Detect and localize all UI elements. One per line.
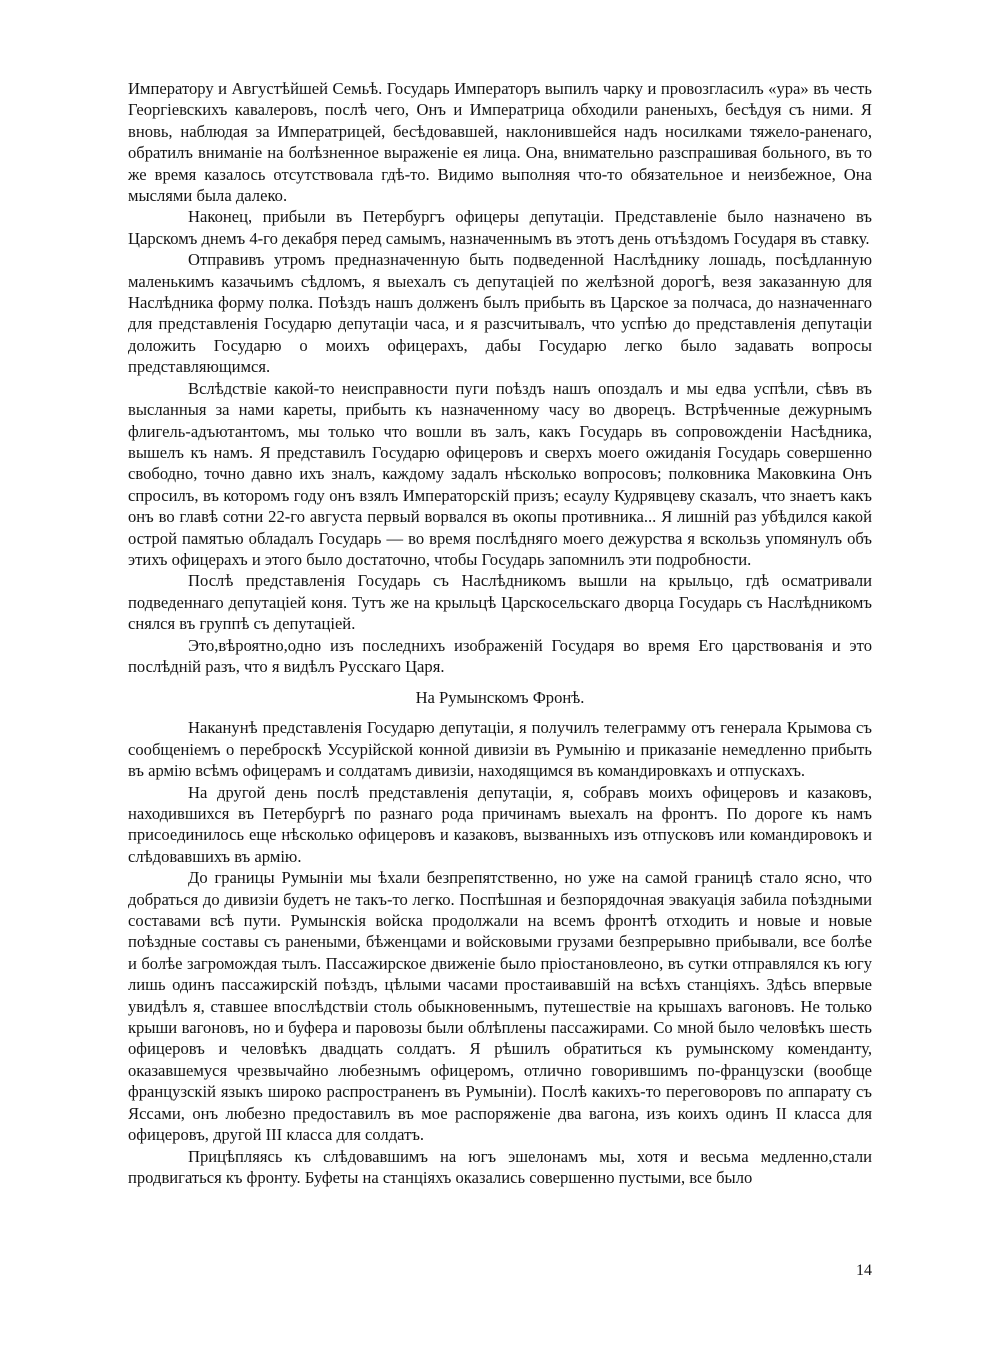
paragraph-8: На другой день послѣ представленія депутаціи, я, собравъ моихъ офицеровъ и казаковъ, находившихся въ Петербургѣ по разнаго рода причинамъ выехалъ на фронтъ. По дороге къ намъ присоединилось еще нѣсколько офицеровъ и казаковъ, вызванныхъ изъ отпусковъ или командировокъ и слѣдовавшихъ въ армію. [128, 782, 872, 866]
paragraph-7: Наканунѣ представленія Государю депутаціи, я получилъ телеграмму отъ генерала Крымова съ сообщеніемъ о переброскѣ Уссурійской конной дивизіи въ Румынію и приказаніе немедленно прибыть въ армію всѣмъ офицерамъ и солдатамъ дивизіи, находящимся въ командировкахъ и отпускахъ. [128, 718, 872, 781]
paragraph-10: Прицѣпляясь къ слѣдовавшимъ на югъ эшелонамъ мы, хотя и весьма медленно,стали продвигаться къ фронту. Буфеты на станціяхъ оказались совершенно пустыми, все было [128, 1146, 872, 1187]
page-number: 14 [856, 1262, 872, 1279]
paragraph-1: Императору и Августѣйшей Семьѣ. Государь Императоръ выпилъ чарку и провозгласилъ «ура» въ честь Георгіевскихъ кавалеровъ, послѣ чего, Онъ и Императрица обходили раненыхъ, бесѣдуя съ ними. Я вновь, наблюдая за Императрицей, бесѣдовавшей, наклонившейся надъ носилками тяжело-раненаго, обратилъ вниманіе на болѣзненное выраженіе ея лица. Она, внимательно разспрашивая больного, въ то же время казалось отсутствовала гдѣ-то. Видимо выполняя что-то обязательное и неизбежное, Она мыслями была далеко. [128, 79, 872, 206]
paragraph-6: Это,вѣроятно,одно изъ последнихъ изображеній Государя во время Его царствованія и это послѣдній разъ, что я видѣлъ Русскаго Царя. [128, 635, 872, 676]
paragraph-2: Наконец, прибыли въ Петербургъ офицеры депутаціи. Представленіе было назначено въ Царскомъ днемъ 4-го декабря перед самымъ, назначеннымъ въ этотъ день отъѣздомъ Государя въ ставку. [128, 207, 872, 248]
paragraph-3: Отправивъ утромъ предназначенную быть подведенной Наслѣднику лошадь, посѣдланную маленькимъ казачьимъ сѣдломъ, я выехалъ съ депутаціей по желѣзной дорогѣ, везя заказанную для Наслѣдника форму полка. Поѣздъ нашъ долженъ былъ прибыть въ Царское за полчаса, до назначеннаго для представленія Государю депутаціи часа, и я разсчитывалъ, что успѣю до представленія депутаціи доложить Государю о моихъ офицерахъ, дабы Государю легко было задавать вопросы представляющимся. [128, 250, 872, 377]
section-heading: На Румынскомъ Фронѣ. [415, 688, 585, 708]
paragraph-9: До границы Румыніи мы ѣхали безпрепятственно, но уже на самой границѣ стало ясно, что добраться до дивизіи будетъ не такъ-то легко. Поспѣшная и безпорядочная эвакуація забила поѣздными составами всѣ пути. Румынскія войска продолжали на всемъ фронтѣ отходить и новые и новые поѣздные составы съ ранеными, бѣженцами и войсковыми грузами безпрерывно прибывали, все болѣе и болѣе загромождая тылъ. Пассажирское движеніе было пріостановлеоно, въ сутки отправлялся къ югу лишь одинъ пассажирскій поѣздъ, цѣлыми часами простаивавшій на всѣхъ станціяхъ. Здѣсь впервые увидѣлъ я, ставшее впослѣдствіи столь обыкновеннымъ, путешествіе на крышахъ вагоновъ. Не только крыши вагоновъ, но и буфера и паровозы были облѣплены пассажирами. Со мной было человѣкъ шесть офицеровъ и человѣкъ двадцать солдатъ. Я рѣшилъ обратиться къ румынскому коменданту, оказавшемуся чрезвычайно любезнымъ офицеромъ, отлично говорившимъ по-французски (вообще французскій языкъ широко распространенъ въ Румыніи). Послѣ какихъ-то переговоровъ по аппарату съ Яссами, онъ любезно предоставилъ въ мое распоряженіе два вагона, изъ коихъ одинъ II класса для офицеровъ, другой III класса для солдатъ. [128, 868, 872, 1145]
page-body [128, 78, 872, 1188]
paragraph-5: Послѣ представленія Государь съ Наслѣдникомъ вышли на крыльцо, гдѣ осматривали подведеннаго депутаціей коня. Тутъ же на крыльцѣ Царскосельскаго дворца Государь съ Наслѣдникомъ снялся въ группѣ съ депутаціей. [128, 571, 872, 634]
paragraph-4: Вслѣдствіе какой-то неисправности пуги поѣздъ нашъ опоздалъ и мы едва успѣли, сѣвъ въ высланныя за нами кареты, прибыть къ назначенному часу во дворецъ. Встрѣченные дежурнымъ флигель-адъютантомъ, мы только что вошли въ залъ, какъ Государь въ сопровожденіи Насѣдника, вышелъ къ намъ. Я представилъ Государю офицеровъ и сверхъ моего ожиданія Государь совершенно свободно, точно давно ихъ зналъ, каждому задалъ нѣсколько вопросовъ; полковника Маковкина Онъ спросилъ, въ которомъ году онъ взялъ Императорскій призъ; есаулу Кудрявцеву сказалъ, что знаетъ какъ онъ во главѣ сотни 22-го августа первый ворвался въ окопы противника... Я лишній раз убѣдился какой острой памятью обладалъ Государь — во время послѣдняго моего дежурства я вскользь упомянулъ объ этихъ офицерахъ и этого было достаточно, чтобы Государь запомнилъ эти подробности. [128, 378, 872, 569]
